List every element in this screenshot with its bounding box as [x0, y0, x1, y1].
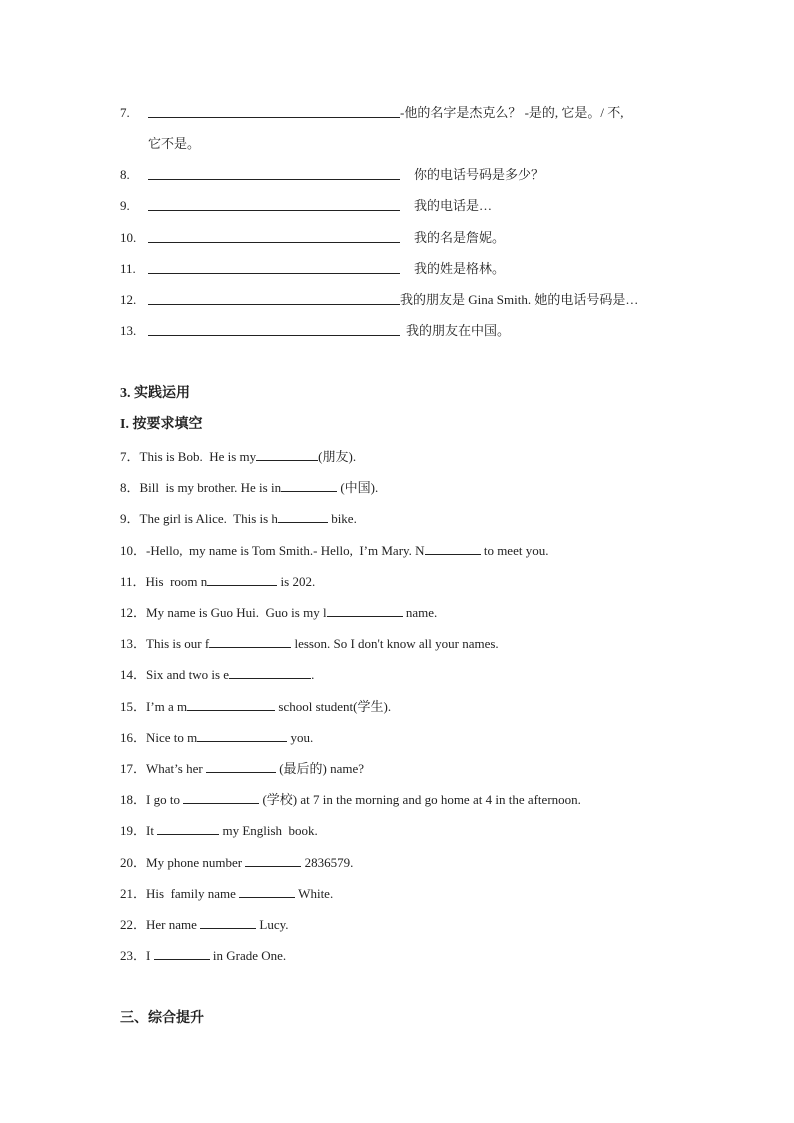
translation-item-8: [0, 167, 794, 183]
answer-blank: [154, 947, 210, 960]
exercise-text-after: to meet you.: [480, 543, 549, 558]
item-number: 12.: [120, 292, 137, 307]
exercise-text-after: is 202.: [277, 574, 316, 589]
chinese-prompt-continued: 它不是。: [148, 136, 201, 151]
item-number: 10.: [120, 230, 137, 245]
answer-blank: [148, 273, 400, 274]
answer-blank: [157, 822, 219, 835]
exercise-item-17: [120, 760, 364, 777]
exercise-number: 15．: [120, 699, 147, 714]
exercise-text-after: my English book.: [219, 823, 318, 838]
answer-blank: [256, 448, 318, 461]
exercise-item-12: [120, 604, 437, 621]
exercise-text-after: .: [311, 667, 315, 682]
exercise-number: 20．: [120, 855, 147, 870]
exercise-number: 18．: [120, 792, 147, 807]
exercise-text-before: His family name: [146, 886, 240, 901]
item-number: 11.: [120, 261, 136, 276]
exercise-item-21: [120, 885, 333, 902]
exercise-number: 23．: [120, 948, 147, 963]
chinese-prompt: -他的名字是杰克么？ -是的, 它是。/ 不,: [400, 105, 624, 120]
chinese-prompt: 我的朋友是 Gina Smith. 她的电话号码是…: [400, 292, 639, 307]
exercise-item-16: [120, 729, 313, 746]
exercise-text-after: (中国).: [337, 480, 379, 495]
exercise-item-19: [120, 822, 318, 839]
exercise-item-9: [120, 510, 357, 527]
answer-blank: [281, 479, 337, 492]
translation-item-7-continued: [148, 136, 200, 152]
exercise-text-before: I’m a m: [146, 699, 188, 714]
exercise-number: 9．: [120, 511, 140, 526]
exercise-text-before: My name is Guo Hui. Guo is my l: [146, 605, 327, 620]
exercise-item-23: [120, 947, 286, 964]
exercise-text-after: bike.: [327, 511, 357, 526]
answer-blank: [229, 666, 311, 679]
answer-blank: [187, 698, 275, 711]
item-number: 7.: [120, 105, 130, 120]
exercise-text-before: My phone number: [146, 855, 246, 870]
exercise-item-15: [120, 698, 391, 715]
exercise-number: 12．: [120, 605, 147, 620]
translation-item-10: [0, 230, 794, 246]
answer-blank: [183, 791, 259, 804]
item-number: 9.: [120, 198, 130, 213]
exercise-text-after: in Grade One.: [209, 948, 287, 963]
answer-blank: [245, 854, 301, 867]
answer-blank: [148, 117, 400, 118]
translation-item-12: [0, 292, 794, 308]
exercise-number: 14．: [120, 667, 147, 682]
chinese-prompt: 我的姓是格林。: [414, 261, 506, 276]
translation-item-9: [0, 198, 794, 214]
section-subheading: I. 按要求填空: [120, 417, 203, 432]
exercise-number: 19．: [120, 823, 147, 838]
item-number: 8.: [120, 167, 130, 182]
translation-item-7: [0, 105, 794, 121]
exercise-text-before: Nice to m: [146, 730, 198, 745]
chinese-prompt: 你的电话号码是多少？: [414, 167, 545, 182]
exercise-number: 16．: [120, 730, 147, 745]
answer-blank: [148, 242, 400, 243]
answer-blank: [148, 179, 400, 180]
exercise-item-18: [120, 791, 581, 808]
exercise-number: 10．: [120, 543, 147, 558]
exercise-text-after: (学校) at 7 in the morning and go home at 4 in the afternoon.: [259, 792, 581, 807]
answer-blank: [148, 210, 400, 211]
exercise-text-before: The girl is Alice. This is h: [139, 511, 278, 526]
exercise-number: 22．: [120, 917, 147, 932]
answer-blank: [200, 916, 256, 929]
exercise-text-before: This is our f: [146, 636, 210, 651]
chinese-prompt: 我的电话是…: [414, 198, 493, 213]
translation-item-13: [0, 323, 794, 339]
exercise-text-before: Bill is my brother. He is in: [139, 480, 282, 495]
exercise-item-8: [120, 479, 378, 496]
section-heading: 3. 实践运用: [120, 386, 190, 401]
exercise-text-before: His room n: [145, 574, 208, 589]
exercise-item-14: [120, 666, 314, 683]
exercise-text-before: It: [146, 823, 158, 838]
exercise-item-7: [120, 448, 356, 465]
exercise-item-22: [120, 916, 289, 933]
exercise-text-after: (朋友).: [318, 449, 357, 464]
exercise-number: 13．: [120, 636, 147, 651]
exercise-text-after: White.: [295, 886, 334, 901]
exercise-text-after: lesson. So I don't know all your names.: [291, 636, 499, 651]
exercise-text-before: -Hello, my name is Tom Smith.- Hello, I’m Mary. N: [146, 543, 425, 558]
answer-blank: [197, 729, 287, 742]
exercise-number: 17．: [120, 761, 147, 776]
answer-blank: [207, 573, 277, 586]
exercise-text-after: Lucy.: [256, 917, 289, 932]
exercise-text-before: I go to: [146, 792, 184, 807]
exercise-text-after: (最后的) name?: [275, 761, 365, 776]
exercise-item-10: [120, 542, 548, 559]
exercise-text-after: you.: [287, 730, 314, 745]
answer-blank: [239, 885, 295, 898]
exercise-text-before: I: [146, 948, 154, 963]
exercise-text-before: This is Bob. He is my: [139, 449, 257, 464]
section-heading-final: 三、综合提升: [120, 1011, 204, 1026]
item-number: 13.: [120, 323, 137, 338]
translation-item-11: [0, 261, 794, 277]
exercise-item-20: [120, 854, 353, 871]
exercise-text-before: Her name: [146, 917, 201, 932]
answer-blank: [278, 510, 328, 523]
answer-blank: [206, 760, 276, 773]
exercise-text-after: name.: [402, 605, 438, 620]
exercise-text-before: What’s her: [146, 761, 206, 776]
answer-blank: [327, 604, 403, 617]
exercise-text-before: Six and two is e: [146, 667, 230, 682]
chinese-prompt: 我的朋友在中国。: [406, 323, 511, 338]
exercise-number: 21．: [120, 886, 147, 901]
exercise-item-13: [120, 635, 499, 652]
answer-blank: [209, 635, 291, 648]
chinese-prompt: 我的名是詹妮。: [414, 230, 506, 245]
answer-blank: [148, 304, 400, 305]
exercise-text-after: 2836579.: [301, 855, 354, 870]
answer-blank: [425, 542, 481, 555]
exercise-item-11: [120, 573, 315, 590]
exercise-number: 7．: [120, 449, 140, 464]
exercise-number: 11．: [120, 574, 146, 589]
answer-blank: [148, 335, 400, 336]
exercise-number: 8．: [120, 480, 140, 495]
exercise-text-after: school student(学生).: [275, 699, 392, 714]
